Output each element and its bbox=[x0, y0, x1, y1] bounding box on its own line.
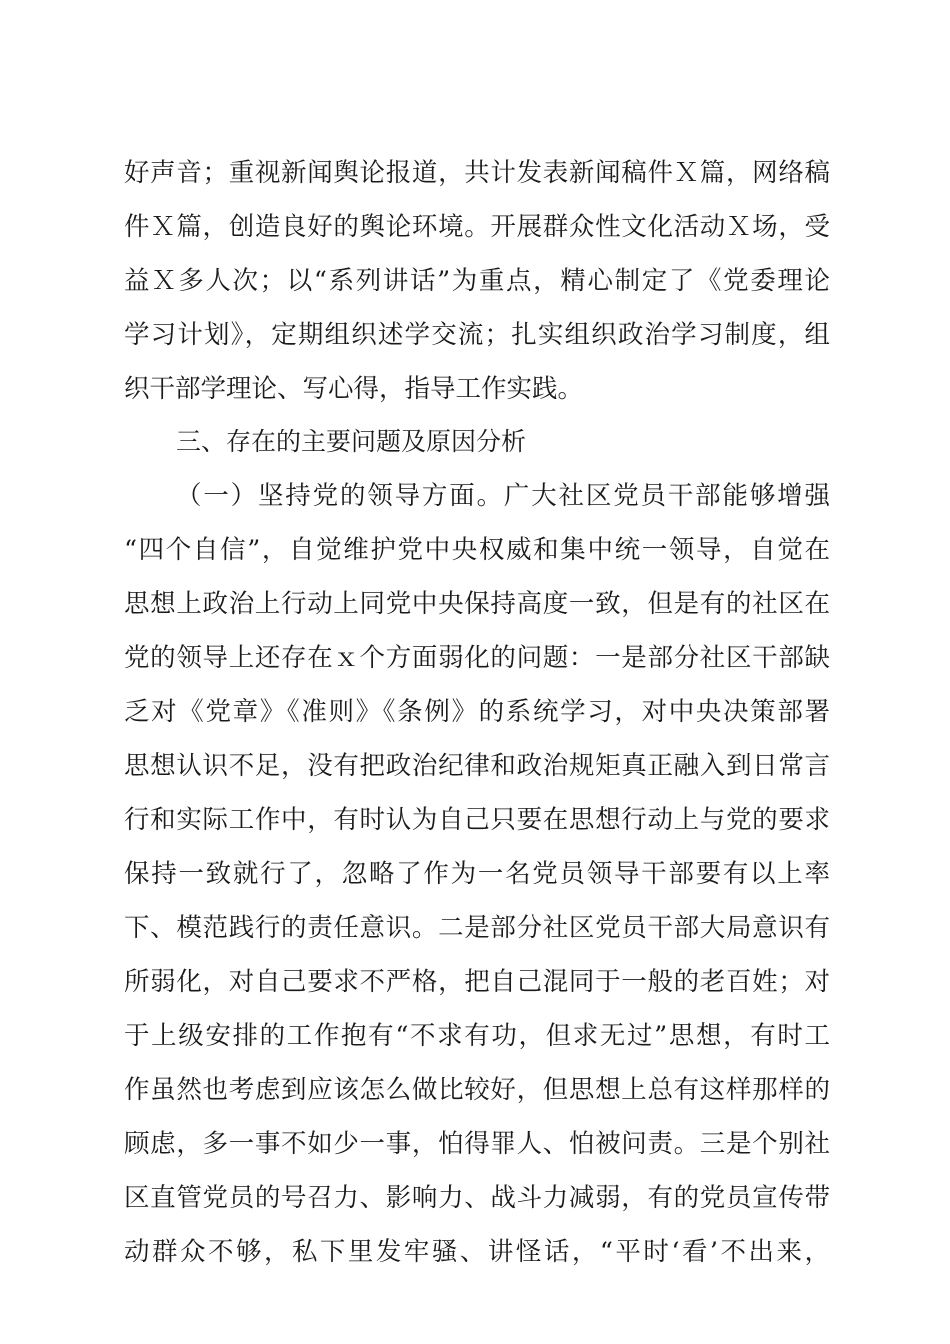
text-line: 行和实际工作中，有时认为自己只要在思想行动上与党的要求 bbox=[124, 805, 830, 835]
text-line: 区直管党员的号召力、影响力、战斗力减弱，有的党员宣传带 bbox=[124, 1183, 830, 1213]
text-line: 思想上政治上行动上同党中央保持高度一致，但是有的社区在 bbox=[124, 589, 830, 619]
text-line: 益Ｘ多人次；以“系列讲话”为重点，精心制定了《党委理论 bbox=[124, 266, 830, 296]
text-line: 党的领导上还存在ｘ个方面弱化的问题：一是部分社区干部缺 bbox=[124, 643, 830, 673]
text-line: 好声音；重视新闻舆论报道，共计发表新闻稿件Ｘ篇，网络稿 bbox=[124, 158, 830, 188]
text-line: “四个自信”，自觉维护党中央权威和集中统一领导，自觉在 bbox=[124, 535, 830, 565]
text-line: 件Ｘ篇，创造良好的舆论环境。开展群众性文化活动Ｘ场，受 bbox=[124, 212, 830, 242]
text-line: 下、模范践行的责任意识。二是部分社区党员干部大局意识有 bbox=[124, 913, 830, 943]
text-line: 保持一致就行了，忽略了作为一名党员领导干部要有以上率 bbox=[124, 859, 830, 889]
text-line: 学习计划》，定期组织述学交流；扎实组织政治学习制度，组 bbox=[124, 320, 830, 350]
text-line: 顾虑，多一事不如少一事，怕得罪人、怕被问责。三是个别社 bbox=[124, 1129, 830, 1159]
text-line: 织干部学理论、写心得，指导工作实践。 bbox=[124, 374, 584, 404]
text-line: 动群众不够，私下里发牢骚、讲怪话，“平时‘看’不出来， bbox=[124, 1237, 830, 1267]
text-line: 作虽然也考虑到应该怎么做比较好，但思想上总有这样那样的 bbox=[124, 1075, 830, 1105]
text-line: 所弱化，对自己要求不严格，把自己混同于一般的老百姓；对 bbox=[124, 967, 830, 997]
text-line: 乏对《党章》《准则》《条例》的系统学习，对中央决策部署 bbox=[124, 697, 830, 727]
text-line: （一）坚持党的领导方面。广大社区党员干部能够增强 bbox=[176, 481, 830, 511]
section-heading: 三、存在的主要问题及原因分析 bbox=[176, 427, 527, 456]
text-line: 思想认识不足，没有把政治纪律和政治规矩真正融入到日常言 bbox=[124, 751, 830, 781]
text-line: 于上级安排的工作抱有“不求有功，但求无过”思想，有时工 bbox=[124, 1021, 830, 1051]
